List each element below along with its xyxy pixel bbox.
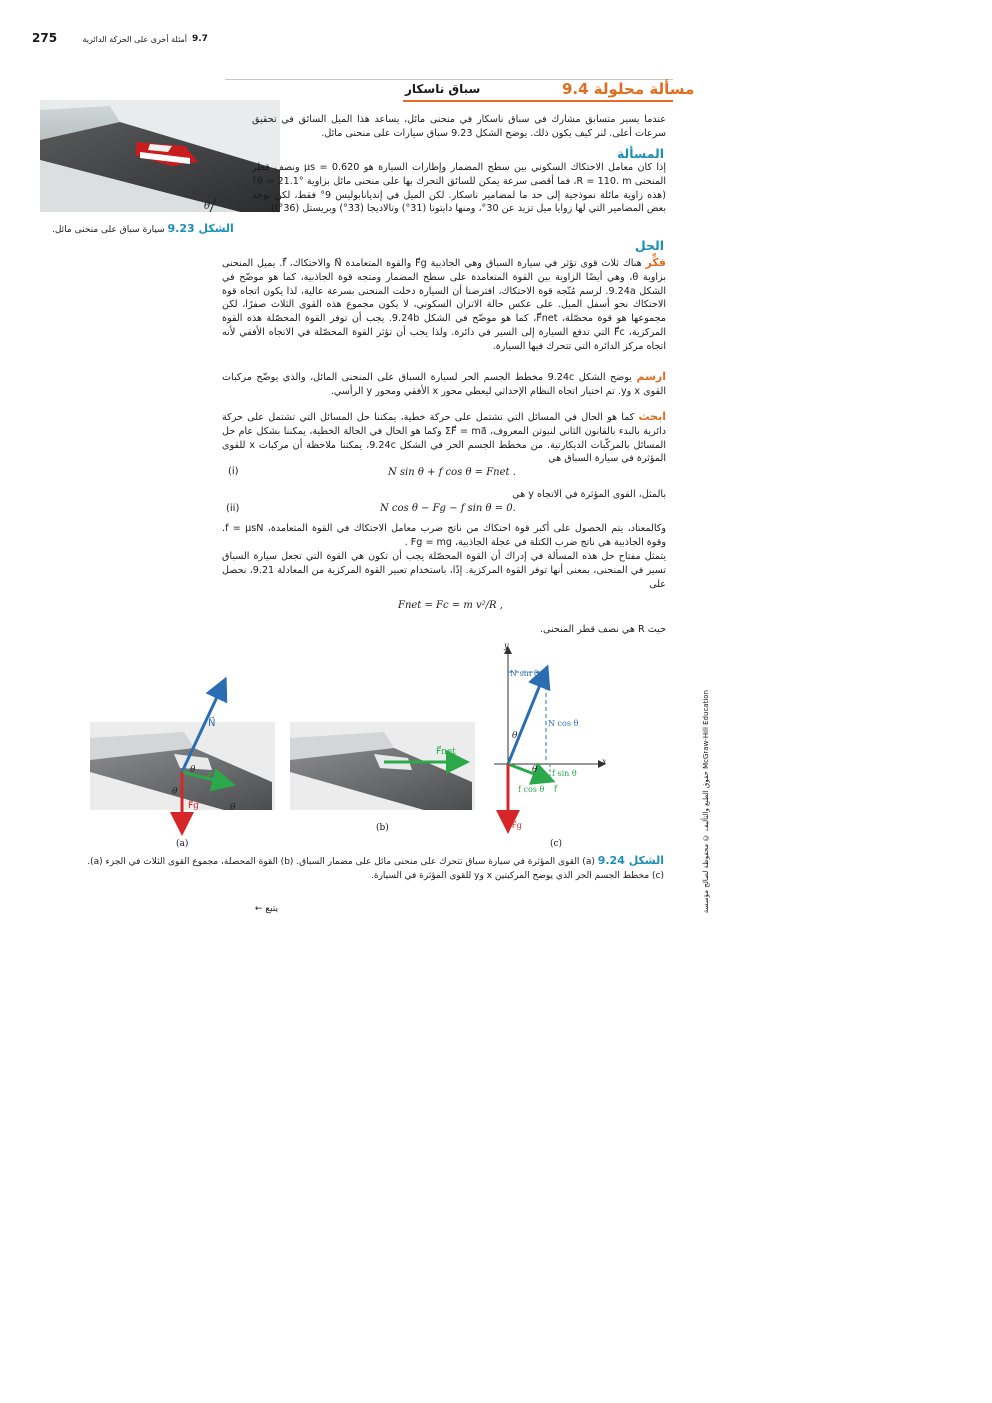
- theta-label: θ: [204, 201, 211, 212]
- theta-c1: θ: [512, 731, 518, 741]
- label-Fg: F⃗g: [188, 801, 199, 811]
- figure-9-23-label: الشكل 9.23: [167, 222, 234, 235]
- label-f: f⃗: [208, 773, 212, 783]
- label-fsin: f sin θ: [552, 769, 577, 778]
- research-text: كما هو الحال في المسائل التي تشتمل على حركة خطية، يمكننا حل المسائل التي تشتمل على حركة دائرية بالبدء بالقانون الثاني لنيوتن المعروف، ΣF⃗ = ma⃗ وكما هو الحال في الحالة الخطية، يمكننا بشكل عام حل المسائل بالمركّبات الديكارتية. من مخطط الجسم الحر في الشكل 9.24c، يمكننا ملاحظة أن مركبات x للقوى المؤثرة في سيارة السباق هي: [222, 412, 666, 465]
- figure-9-23-image: [40, 100, 280, 212]
- equation-1: N sin θ + f cos θ = Fnet .: [388, 467, 516, 478]
- equation-3: Fnet = Fc = m v²/R ,: [398, 600, 503, 611]
- solution-heading: الحل: [634, 238, 664, 253]
- think-paragraph: [222, 256, 666, 354]
- theta-a2: θ: [172, 787, 178, 797]
- y-direction-text: بالمثل، القوى المؤثرة في الاتجاه y هي: [512, 489, 666, 500]
- panel-a-label: (a): [176, 839, 189, 849]
- theta-a1: θ: [190, 765, 196, 775]
- research-label: ابحث: [638, 410, 666, 423]
- figure-9-24-caption: [80, 854, 664, 883]
- friction-arrow: [508, 764, 550, 780]
- usual-text: وكالمعتاد، يتم الحصول على أكبر قوة احتكاك من ناتج ضرب معامل الاحتكاك في القوة المتعامدة، f = μsN. وقوة الجاذبية هي ناتج ضرب الكتلة في عجلة الجاذبية، Fg = mg .: [222, 523, 666, 548]
- label-N: N⃗: [208, 718, 216, 729]
- side-credit: حقوق الطبع والتأليف © محفوظة لصالح مؤسسة McGraw-Hill Education: [702, 690, 710, 914]
- figure-9-24-label: الشكل 9.24: [597, 854, 664, 867]
- figure-9-24-text: (a) القوى المؤثرة في سيارة سباق تتحرك على منحنى مائل على مضمار السباق. (b) القوة المحصلة، مجموع القوى الثلاث في الجزء (a). (c) مخطط الجسم الحر الذي يوضح المركبتين x وy للقوى المؤثرة في السيارة.: [87, 857, 664, 881]
- panel-a: [90, 682, 275, 849]
- think-label: فكِّر: [645, 256, 666, 269]
- sketch-label: ارسم: [636, 370, 666, 383]
- sketch-paragraph: [222, 370, 666, 399]
- solved-problem-label: مسألة محلولة 9.4: [562, 80, 695, 98]
- y-axis-label: y: [504, 642, 509, 650]
- equation-2: N cos θ − Fg − f sin θ = 0.: [380, 503, 516, 514]
- figure-9-24-diagram: [84, 642, 684, 852]
- intro-paragraph: عندما يسير متسابق مشارك في سباق ناسكار في منحنى مائل، يساعد هذا الميل السائق في تحقيق سرعات أعلى. لنر كيف يكون ذلك. يوضح الشكل 9.23 سباق سيارات على منحنى مائل.: [252, 114, 666, 139]
- figure-9-23-caption: [52, 222, 282, 235]
- theta-c2: θ: [532, 765, 538, 775]
- problem-heading: المسألة: [616, 146, 664, 161]
- theta-a3: θ: [230, 803, 236, 813]
- label-Fnet: F⃗net: [436, 747, 456, 757]
- label-Nsin: N sin θ: [510, 669, 539, 678]
- normal-force-arrow: [508, 670, 546, 764]
- solved-problem-title: سباق ناسكار: [405, 82, 481, 96]
- research-paragraph: [222, 410, 666, 466]
- title-underline: [403, 100, 673, 102]
- where-text: حيث R هي نصف قطر المنحنى.: [539, 624, 666, 635]
- equation-2-tag: (ii): [226, 503, 240, 514]
- label-Ncos: N cos θ: [548, 719, 579, 728]
- label-fcos: f cos θ: [518, 785, 545, 794]
- panel-b-label: (b): [376, 823, 389, 833]
- section-number: 9.7: [192, 34, 208, 44]
- panel-c: [494, 642, 607, 849]
- sketch-text: يوضح الشكل 9.24c مخطط الجسم الحر لسيارة السباق على المنحنى المائل، والذي يوضّح مركبات القوى x وy. تم اختيار اتجاه النظام الإحداثي ليعطي محور x الأفقي ومحور y الرأسي.: [222, 372, 666, 397]
- equation-1-tag: (i): [228, 466, 239, 477]
- label-f-c: f⃗: [554, 785, 557, 794]
- label-Fg-c: F⃗g: [512, 821, 522, 830]
- figure-9-23-text: سيارة سباق على منحنى مائل.: [52, 225, 165, 235]
- panel-b: [290, 722, 475, 833]
- continues-note: يتبع ←: [254, 904, 278, 914]
- key-text: يتمثل مفتاح حل هذه المسألة في إدراك أن القوة المحصّلة يجب أن تكون هي القوة التي تجعل سيارة السباق تسير في المنحنى، بمعنى أنها توفر القوة المركزية. إذًا، باستخدام تعبير القوة المركزية من المعادلة 9.21، نحصل على: [222, 551, 666, 590]
- think-text: هناك ثلاث قوى تؤثر في سيارة السباق وهي الجاذبية F⃗g والقوة المتعامدة N⃗ والاحتكاك، f⃗. يميل المنحنى بزاوية θ، وهي أيضًا الزاوية بين القوة المتعامدة على سطح المضمار ومتجه قوة الجاذبية، كما هو موضّح في الشكل 9.24a. لرسم مُتّجه قوة الاحتكاك، افترضنا أن السيارة دخلت المنحنى بسرعة عالية، لذا يكون اتجاه قوة الاحتكاك نحو أسفل الميل. على عكس حالة الاتزان السكوني، لا يكون مجموع هذه القوى الثلاث صفرًا، لكن مجموعها هو قوة محصّلة، F⃗net، كما هو موضّح في الشكل 9.24b. يجب أن توفر القوة المحصّلة هذه القوة المركزية، F⃗c التي تدفع السيارة إلى السير في دائرة. ولذا يجب أن تؤثر القوة المحصّلة في الاتجاه الأفقي لأنه اتجاه مركز الدائرة التي تتحرك فيها السيارة.: [222, 258, 666, 352]
- section-title: أمثلة أخرى على الحركة الدائرية: [82, 35, 187, 44]
- panel-c-label: (c): [550, 839, 563, 849]
- page-number: 275: [32, 31, 58, 45]
- x-axis-label: x: [602, 757, 607, 766]
- problem-text: إذا كان معامل الاحتكاك السكوني بين سطح المضمار وإطارات السيارة هو μs = 0.620 ونصف قطر المنحنى R = 110. m، فما أقصى سرعة يمكن للسائق التحرك بها على منحنى مائل بزاوية θ = 21.1°؟ (هذه زاوية مائلة نموذجية إلى حد ما لمضامير ناسكار. لكن الميل في إنديانابوليس 9° فقط، لكن توجد بعض المضامير التي لها زوايا ميل تزيد عن 30°، ومنها دايتونا (31°) وتالاديجا (33°) وبريستل (36°)).: [252, 162, 666, 215]
